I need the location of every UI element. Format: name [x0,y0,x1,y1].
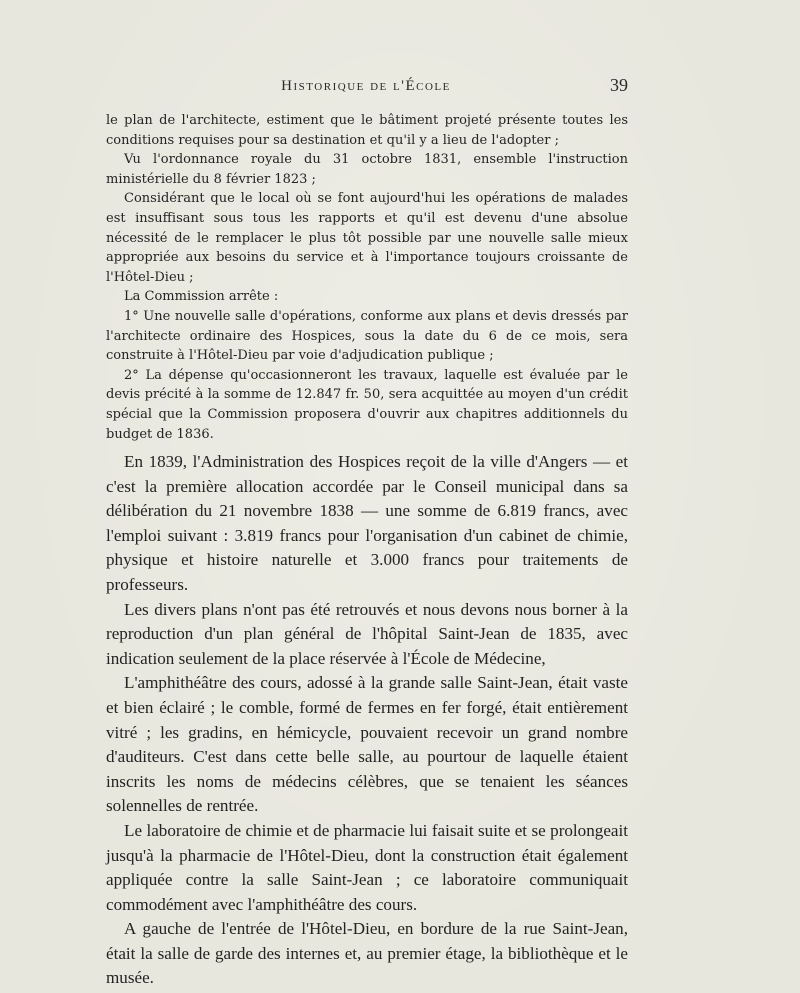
quote-paragraph: 1° Une nouvelle salle d'opérations, conforme aux plans et devis dressés par l'architecte ordinaire des Hospices, sous la date du 6 de ce mois, sera construite à l'Hôtel-Dieu par voie d'adjudication publique ; [106,308,628,364]
quote-paragraph: La Commission arrête : [124,289,279,305]
quote-paragraph: le plan de l'architecte, estiment que le bâtiment projeté présente toutes les conditions requises pour sa destination et qu'il y a lieu de l'adopter ; [106,113,628,148]
body-paragraph: L'amphithéâtre des cours, adossé à la grande salle Saint-Jean, était vaste et bien éclairé ; le comble, formé de fermes en fer forgé, était entièrement vitré ; les gradins, en hémicycle, pouvaient recevoir un grand nombre d'auditeurs. C'est dans cette belle salle, au pourtour de laquelle étaient inscrits les noms de médecins célèbres, que se tenaient les séances solennelles de rentrée. [106,673,628,816]
body-text [106,450,628,991]
quote-paragraph: 2° La dépense qu'occasionneront les travaux, laquelle est évaluée par le devis précité à la somme de 12.847 fr. 50, sera acquittée au moyen d'un crédit spécial que la Commission proposera d'ouvrir aux chapitres additionnels du budget de 1836. [106,367,628,442]
quoted-deliberation [106,111,628,444]
body-paragraph: Le laboratoire de chimie et de pharmacie lui faisait suite et se prolongeait jusqu'à la pharmacie de l'Hôtel-Dieu, dont la construction était également appliquée contre la salle Saint-Jean ; ce laboratoire communiquait commodément avec l'amphithéâtre des cours. [106,820,628,914]
body-paragraph: En 1839, l'Administration des Hospices reçoit de la ville d'Angers — et c'est la première allocation accordée par le Conseil municipal dans sa délibération du 21 novembre 1838 — une somme de 6.819 francs, avec l'emploi suivant : 3.819 francs pour l'organisation d'un cabinet de chimie, physique et histoire naturelle et 3.000 francs pour traitements de professeurs. [106,452,628,594]
body-paragraph: Les divers plans n'ont pas été retrouvés et nous devons nous borner à la reproduction d'un plan général de l'hôpital Saint-Jean de 1835, avec indication seulement de la place réservée à l'École de Médecine, [106,599,628,668]
page-number: 39 [610,75,628,95]
page-header [104,76,628,98]
quote-paragraph: Considérant que le local où se font aujourd'hui les opérations de malades est insuffisant sous tous les rapports et qu'il est devenu d'une absolue nécessité de le remplacer le plus tôt possible par une nouvelle salle mieux appropriée aux besoins du service et à l'importance toujours croissante de l'Hôtel-Dieu ; [106,191,628,285]
body-paragraph: A gauche de l'entrée de l'Hôtel-Dieu, en bordure de la rue Saint-Jean, était la salle de garde des internes et, au premier étage, la bibliothèque et le musée. [106,919,628,988]
quote-paragraph: Vu l'ordonnance royale du 31 octobre 1831, ensemble l'instruction ministérielle du 8 février 1823 ; [106,152,628,187]
running-title: Historique de l'École [281,78,451,94]
